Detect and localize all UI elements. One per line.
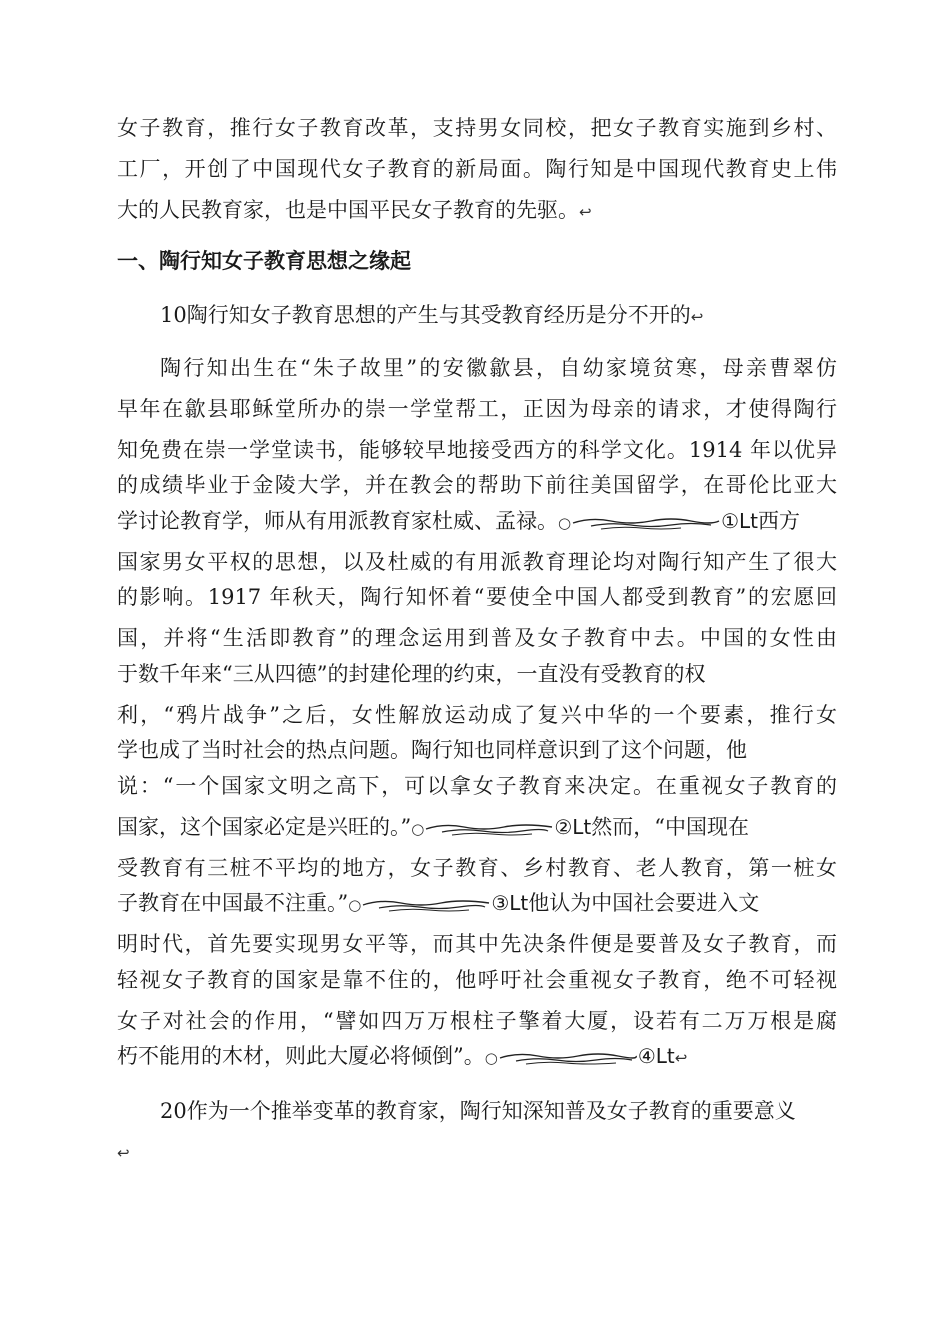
body-line-15-text: 子教育在中国最不注重。” <box>117 891 349 915</box>
citation-squiggle-icon <box>498 1043 638 1073</box>
body-line-4: 的成绩毕业于金陵大学，并在教会的帮助下前往美国留学，在哥伦比亚大 <box>117 473 837 497</box>
citation-2-number: ② <box>554 815 573 839</box>
body-line-5-text: 学讨论教育学，师从有用派教育家杜威、孟禄。 <box>117 509 558 533</box>
intro-line-3-text: 大的人民教育家，也是中国平民女子教育的先驱。 <box>117 198 579 222</box>
body-line-15 <box>117 888 837 920</box>
section-heading: 一、陶行知女子教育思想之缘起 <box>117 249 411 273</box>
citation-dot: ○ <box>348 896 362 914</box>
body-line-6: 国家男女平权的思想，以及杜威的有用派教育理论均对陶行知产生了很大 <box>117 550 837 574</box>
body-line-13-cont: 然而，“中国现在 <box>591 815 750 839</box>
body-line-13 <box>117 812 837 844</box>
point-1 <box>160 300 880 332</box>
citation-dot: ○ <box>484 1049 498 1067</box>
body-line-5-cont: 西方 <box>758 509 801 533</box>
paragraph-mark: ↩ <box>674 1049 688 1067</box>
body-line-16: 明时代，首先要实现男女平等，而其中先决条件便是要普及女子教育，而 <box>117 932 837 956</box>
citation-dot: ○ <box>558 514 572 532</box>
citation-dot: ○ <box>411 820 425 838</box>
point-1-text: 10陶行知女子教育思想的产生与其受教育经历是分不开的 <box>160 303 691 327</box>
body-line-18: 女子对社会的作用，“譬如四万万根柱子擎着大厦，设若有二万万根是腐 <box>117 1009 837 1033</box>
body-line-9: 于数千年来“三从四德”的封建伦理的约束，一直没有受教育的权 <box>117 662 706 686</box>
point-2: 20作为一个推举变革的教育家，陶行知深知普及女子教育的重要意义 <box>160 1099 796 1123</box>
citation-squiggle-icon <box>571 508 721 538</box>
citation-squiggle-icon <box>424 814 554 844</box>
paragraph-mark: ↩ <box>690 308 704 326</box>
body-line-13-text: 国家，这个国家必定是兴旺的。” <box>117 815 412 839</box>
intro-line-3 <box>117 195 837 227</box>
paragraph-mark: ↩ <box>579 203 592 221</box>
body-line-5 <box>117 506 837 538</box>
citation-1-number: ① <box>721 509 740 533</box>
citation-3-tail: Lt <box>509 891 529 915</box>
citation-1-tail: Lt <box>739 509 759 533</box>
body-line-2: 早年在歙县耶稣堂所办的崇一学堂帮工，正因为母亲的请求，才使得陶行 <box>117 397 837 421</box>
body-line-7: 的影响。1917 年秋天，陶行知怀着“要使全中国人都受到教育”的宏愿回 <box>117 585 837 609</box>
body-line-10: 利，“鸦片战争”之后，女性解放运动成了复兴中华的一个要素，推行女 <box>117 703 837 727</box>
citation-4-number: ④ <box>637 1044 656 1068</box>
body-line-15-cont: 他认为中国社会要进入文 <box>528 891 760 915</box>
body-line-11: 学也成了当时社会的热点问题。陶行知也同样意识到了这个问题，他 <box>117 738 747 762</box>
body-line-1: 陶行知出生在“朱子故里”的安徽歙县，自幼家境贫寒，母亲曹翠仿 <box>160 356 837 380</box>
body-line-14: 受教育有三桩不平均的地方，女子教育、乡村教育、老人教育，第一桩女 <box>117 856 837 880</box>
citation-4-tail: Lt <box>655 1044 675 1068</box>
body-line-3: 知免费在崇一学堂读书，能够较早地接受西方的科学文化。1914 年以优异 <box>117 438 837 462</box>
body-line-8: 国，并将“生活即教育”的理念运用到普及女子教育中去。中国的女性由 <box>117 626 837 650</box>
citation-squiggle-icon <box>361 890 491 920</box>
body-line-12: 说：“一个国家文明之高下，可以拿女子教育来决定。在重视女子教育的 <box>117 774 837 798</box>
body-line-19 <box>117 1041 837 1073</box>
intro-line-1: 女子教育，推行女子教育改革，支持男女同校，把女子教育实施到乡村、 <box>117 116 837 140</box>
body-line-19-text: 朽不能用的木材，则此大厦必将倾倒”。 <box>117 1044 485 1068</box>
paragraph-mark: ↩ <box>117 1144 130 1162</box>
citation-2-tail: Lt <box>572 815 592 839</box>
citation-3-number: ③ <box>491 891 510 915</box>
intro-line-2: 工厂，开创了中国现代女子教育的新局面。陶行知是中国现代教育史上伟 <box>117 157 837 181</box>
body-line-17: 轻视女子教育的国家是靠不住的，他呼吁社会重视女子教育，绝不可轻视 <box>117 968 837 992</box>
